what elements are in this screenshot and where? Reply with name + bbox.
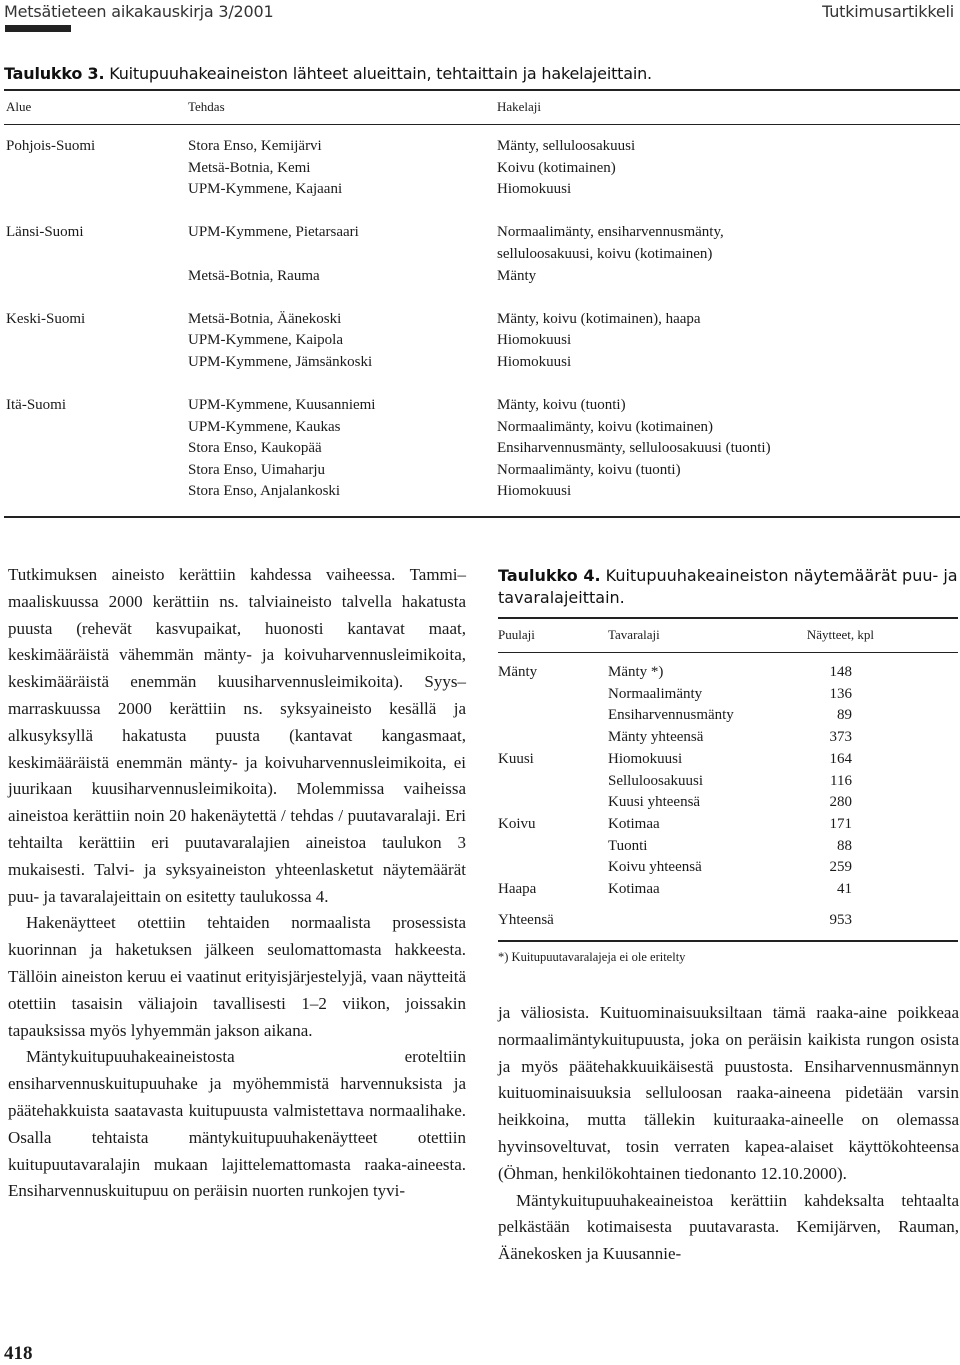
table3-cell: UPM-Kymmene, Jämsänkoski bbox=[188, 353, 373, 370]
table3-cell: UPM-Kymmene, Pietarsaari bbox=[188, 224, 359, 241]
table3-col-hakelaji: Hakelaji bbox=[497, 99, 542, 114]
table4-count: 280 bbox=[829, 794, 852, 811]
table3-cell: Normaalimänty, ensiharvennusmänty, bbox=[497, 224, 724, 241]
table3-cell: UPM-Kymmene, Kaipola bbox=[188, 332, 343, 349]
table4-count: 41 bbox=[837, 881, 852, 897]
table4-count: 116 bbox=[830, 772, 852, 789]
table3-cell: Hiomokuusi bbox=[497, 483, 572, 500]
table4-cell: Normaalimänty bbox=[608, 685, 703, 702]
table3-cell: Stora Enso, Anjalankoski bbox=[188, 483, 341, 500]
paragraph: Tutkimuksen aineisto kerättiin kahdessa vaiheessa. Tammi–maaliskuussa 2000 kerättiin ns. talviaineisto talvella hakatusta puusta (rehevät kasvupaikat, huonosti kantavat maat, keskimääräistä vähemmän mänty- ja koivuharvennusleimikoita, keskimääräistä enemmän kuusiharvennusleimikoita). Syys–marraskuussa 2000 kerättiin ns. syksyaineisto kesällä ja alkusyksyllä hakatusta puusta (kantavat kangasmaat, keskimääräistä enemmän mänty- ja koivuharvennusleimikoita, ei juurikaan kuusiharvennusleimikoita). Molemmissa vaiheissa aineistoa kerättiin noin 20 hakenäytettä / tehdas / puutavaralaji. Eri tehtailta kerättiin eri puutavaralajien aineistoa taulukon 3 mukaisesti. Talvi- ja syksyaineiston yhteenlasketut näytemäärät puu- ja tavaralajeittain on esitetty taulukossa 4. bbox=[8, 565, 466, 906]
table3-cell: Mänty, koivu (kotimainen), haapa bbox=[497, 310, 701, 327]
table4-title: Kuitupuuhakeaineiston näytemäärät puu- ja tavaralajeittain. bbox=[498, 566, 958, 607]
table3-cell: Metsä-Botnia, Rauma bbox=[188, 267, 320, 284]
table4-cell: Ensiharvennusmänty bbox=[608, 707, 734, 724]
table4-top-rule bbox=[498, 617, 958, 619]
table3-cell: Normaalimänty, koivu (kotimainen) bbox=[497, 418, 714, 435]
table4-bottom-rule bbox=[498, 940, 958, 942]
table3-cell: Ensiharvennusmänty, selluloosakuusi (tuonti) bbox=[497, 440, 771, 457]
table3-cell: Stora Enso, Kemijärvi bbox=[188, 138, 322, 154]
header-bar bbox=[5, 25, 71, 32]
table4-col-tavaralaji: Tavaralaji bbox=[608, 627, 660, 642]
table4-count: 88 bbox=[837, 837, 852, 854]
table3-cell: Normaalimänty, koivu (tuonti) bbox=[497, 461, 681, 478]
section-label: Tutkimusartikkeli bbox=[822, 2, 954, 21]
paragraph: Hakenäytteet otettiin tehtaiden normaalista prosessista kuorinnan ja haketuksen jälkeen seulomattomasta hakkeesta. Tällöin aineiston keruu ei vaatinut erityisjärjestelyjä, vaan näytteitä otettiin tasaisin väliajoin tavallisesti 1–2 viikon, joissakin tapauksissa myös lyhyemmän jakson aikana. bbox=[8, 913, 466, 1040]
table4-count: 89 bbox=[837, 707, 852, 724]
paragraph: Mäntykuitupuuhakeaineistoa kerättiin kahdeksalta tehtaalta pelkästään kotimaisesta puutavarasta. Kemijärven, Rauman, Äänekosken ja Kuusannie- bbox=[498, 1190, 959, 1264]
table4-count: 259 bbox=[829, 859, 852, 876]
table3-cell: Stora Enso, Uimaharju bbox=[188, 461, 326, 478]
table4-cell: Tuonti bbox=[608, 837, 648, 854]
paragraph: ja väliosista. Kuituominaisuuksiltaan tämä raaka-aine poikkeaa normaalimäntykuitupuusta, joka on peräisin kaikista rungon osista ja myös päätehakkuuikäisestä puustosta. Ensiharvennusmännyn kuituominaisuuksia selluloosan raaka-aineena pidetään varsin heikkoina, mutta tällekin kuituraaka-aineelle on olemassa hyvinsoveltuvat, tosin verraten kapea-alaiset käyttökohteensa (Öhman, henkilökohtainen tiedonanto 12.10.2000). bbox=[498, 1003, 959, 1183]
table4-cell: Koivu yhteensä bbox=[608, 859, 702, 876]
table3-bottom-rule bbox=[4, 516, 960, 518]
table3-cell: Metsä-Botnia, Kemi bbox=[188, 159, 311, 176]
journal-title: Metsätieteen aikakauskirja 3/2001 bbox=[4, 2, 274, 21]
table3-cell: selluloosakuusi, koivu (kotimainen) bbox=[497, 245, 713, 262]
table3-cell: Mänty, selluloosakuusi bbox=[497, 138, 636, 154]
table4-footnote: *) Kuitupuutavaralajeja ei ole eritelty bbox=[498, 950, 686, 964]
table4-cell: Mänty *) bbox=[608, 664, 664, 680]
page-number: 418 bbox=[4, 1343, 33, 1364]
table3-label: Taulukko 3. bbox=[4, 64, 105, 83]
table3-cell: UPM-Kymmene, Kaukas bbox=[188, 418, 341, 435]
table3-cell: Mänty, koivu (tuonti) bbox=[497, 396, 626, 413]
table4-count: 373 bbox=[829, 729, 852, 746]
table4-cell: Mänty yhteensä bbox=[608, 729, 704, 746]
table3-cell: Hiomokuusi bbox=[497, 181, 572, 198]
table3-cell: Itä-Suomi bbox=[6, 396, 66, 413]
table3-cell: Metsä-Botnia, Äänekoski bbox=[188, 310, 342, 327]
table3-cell: Hiomokuusi bbox=[497, 353, 572, 370]
table3-cell: Länsi-Suomi bbox=[6, 224, 84, 241]
table3-title: Kuitupuuhakeaineiston lähteet alueittain, tehtaittain ja hakelajeittain. bbox=[109, 64, 652, 83]
right-column-text bbox=[498, 1000, 959, 1268]
table3-cell: UPM-Kymmene, Kajaani bbox=[188, 181, 343, 198]
table3-head-rule bbox=[4, 124, 960, 125]
table4-cell: Kotimaa bbox=[608, 881, 660, 897]
table3-col-tehdas: Tehdas bbox=[188, 99, 225, 114]
table3-cell: Mänty bbox=[497, 267, 537, 284]
table4-total-label: Yhteensä bbox=[498, 912, 554, 928]
table4-cell: Haapa bbox=[498, 881, 537, 897]
table4-cell: Hiomokuusi bbox=[608, 750, 683, 767]
table4-col-puulaji: Puulaji bbox=[498, 627, 535, 642]
table4-total-value: 953 bbox=[829, 912, 852, 928]
table4-count: 148 bbox=[829, 664, 852, 680]
page-header bbox=[0, 0, 960, 24]
table3-cell: Hiomokuusi bbox=[497, 332, 572, 349]
table4-cell: Koivu bbox=[498, 815, 536, 832]
table4-label: Taulukko 4. bbox=[498, 566, 601, 585]
table4-count: 136 bbox=[829, 685, 852, 702]
paragraph: Mäntykuitupuuhakeaineistosta eroteltiin ensiharvennuskuitupuuhake ja myöhemmistä harvennuksista ja päätehakkuista saatavasta kuitupuusta valmistettava normaalihake. Osalla tehtaista mäntykuitupuuhakenäytteet otettiin kuitupuutavaralajin mukaan lajittelemattomasta raaka-aineesta. Ensiharvennuskuitupuu on peräisin nuorten runkojen tyvi- bbox=[8, 1047, 466, 1201]
table4-caption bbox=[498, 565, 960, 609]
table4-cell: Mänty bbox=[498, 664, 538, 680]
table4-head-rule bbox=[498, 652, 958, 653]
table3-cell: UPM-Kymmene, Kuusanniemi bbox=[188, 396, 376, 413]
table3-caption bbox=[4, 64, 652, 83]
table4-cell: Kuusi bbox=[498, 750, 534, 767]
table3-col-alue: Alue bbox=[6, 99, 32, 114]
table4-count: 164 bbox=[829, 750, 852, 767]
table3-top-rule bbox=[4, 89, 960, 91]
table3-cell: Keski-Suomi bbox=[6, 310, 86, 327]
table4-col-naytteet: Näytteet, kpl bbox=[806, 627, 874, 642]
table3-cell: Stora Enso, Kaukopää bbox=[188, 440, 322, 457]
table3-cell: Pohjois-Suomi bbox=[6, 138, 96, 154]
left-column-text bbox=[8, 562, 466, 1205]
table4-cell: Selluloosakuusi bbox=[608, 772, 704, 789]
table4-cell: Kotimaa bbox=[608, 815, 660, 832]
table4-cell: Kuusi yhteensä bbox=[608, 794, 701, 811]
table3-cell: Koivu (kotimainen) bbox=[497, 159, 616, 176]
table4-count: 171 bbox=[829, 815, 852, 832]
